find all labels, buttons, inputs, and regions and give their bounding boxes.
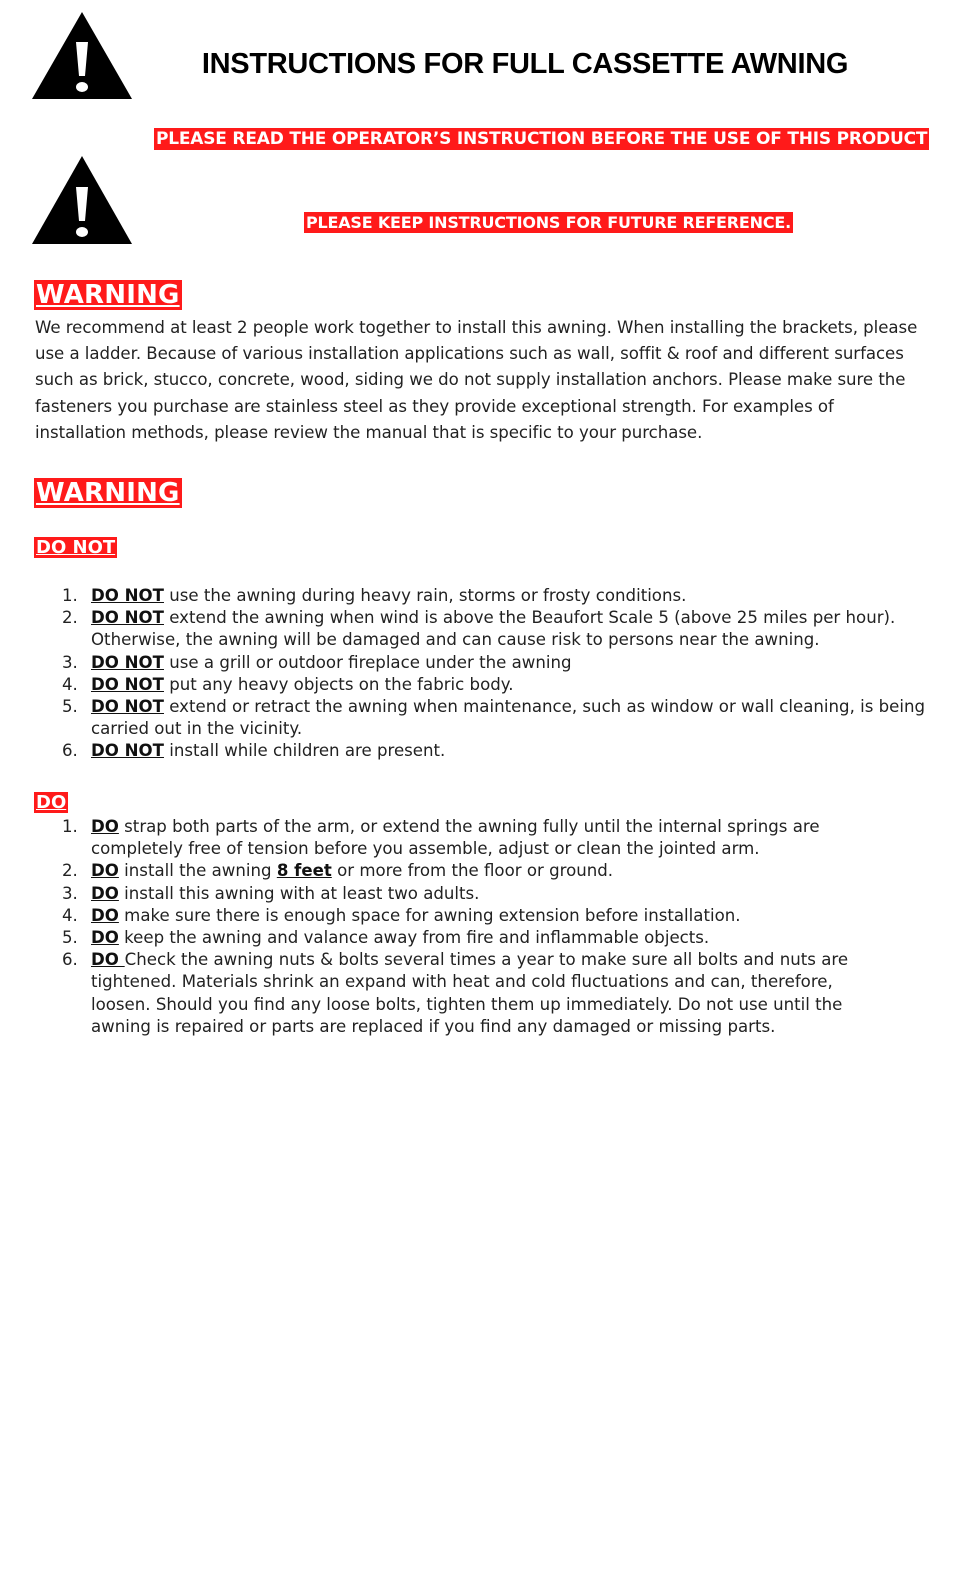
item-text-after: or more from the floor or ground. <box>331 861 614 881</box>
list-item <box>35 905 870 927</box>
item-keyword: DO <box>91 905 119 925</box>
list-item <box>35 883 870 905</box>
item-keyword: DO <box>91 950 125 970</box>
item-keyword: DO <box>91 861 119 881</box>
item-text: use a grill or outdoor fireplace under the awning <box>163 652 572 672</box>
item-keyword: DO <box>91 928 119 948</box>
item-text: install the awning <box>118 861 277 881</box>
item-number: 3. <box>62 883 78 903</box>
item-keyword: DO NOT <box>91 586 164 605</box>
read-instructions-banner: PLEASE READ THE OPERATOR’S INSTRUCTION BEFORE THE USE OF THIS PRODUCT <box>156 129 928 149</box>
item-text: strap both parts of the arm, or extend the awning fully until the internal springs are completely free of tension before you assemble, adjust or clean the jointed arm. <box>91 817 820 859</box>
list-item <box>35 927 870 949</box>
warning-heading-1: WARNING <box>36 280 180 310</box>
item-keyword: DO <box>91 817 119 836</box>
item-number: 1. <box>62 586 78 605</box>
warning-triangle-icon <box>32 156 132 244</box>
item-number: 5. <box>62 928 78 948</box>
item-text: install this awning with at least two adults. <box>118 883 480 903</box>
do-list <box>35 816 870 1038</box>
list-item <box>35 949 870 1038</box>
list-item <box>35 607 930 651</box>
item-keyword: DO NOT <box>91 652 164 672</box>
item-number: 2. <box>62 608 78 628</box>
item-text: Check the awning nuts & bolts several times a year to make sure all bolts and nuts are tightened. Materials shrink an expand with heat and cold fluctuations and can, therefore, loosen. Should you find any loose bolts, tighten them up immediately. Do not use until the awning is repaired or parts are replaced if you find any damaged or missing parts. <box>91 950 849 1036</box>
item-number: 1. <box>62 817 78 836</box>
do-heading: DO <box>36 792 67 813</box>
item-number: 4. <box>62 905 78 925</box>
item-text: use the awning during heavy rain, storms or frosty conditions. <box>163 586 687 605</box>
list-item <box>35 696 930 740</box>
item-keyword: DO NOT <box>91 608 164 628</box>
do-not-list <box>35 585 930 763</box>
item-keyword: DO <box>91 883 119 903</box>
item-text: extend the awning when wind is above the Beaufort Scale 5 (above 25 miles per hour). Otherwise, the awning will be damaged and can cause risk to persons near the awning. <box>91 608 896 650</box>
item-keyword: DO NOT <box>91 697 164 717</box>
item-number: 6. <box>62 741 78 761</box>
item-number: 2. <box>62 861 78 881</box>
item-number: 6. <box>62 950 78 970</box>
page-title: INSTRUCTIONS FOR FULL CASSETTE AWNING <box>201 48 849 80</box>
list-item <box>35 740 930 762</box>
list-item <box>35 652 930 674</box>
item-keyword: DO NOT <box>91 741 164 761</box>
distance-emphasis: 8 feet <box>276 861 332 881</box>
item-text: install while children are present. <box>163 741 446 761</box>
item-number: 4. <box>62 674 78 694</box>
list-item <box>35 816 870 860</box>
list-item <box>35 860 870 882</box>
item-text: put any heavy objects on the fabric body. <box>163 674 514 694</box>
warning-paragraph: We recommend at least 2 people work together to install this awning. When installing the brackets, please use a ladder. Because of various installation applications such as wall, soffit & roof and different surfaces such as brick, stucco, concrete, wood, siding we do not supply installation anchors. Please make sure the fasteners you purchase are stainless steel as they provide exceptional strength. For examples of installation methods, please review the manual that is specific to your purchase. <box>35 318 918 442</box>
list-item <box>35 674 930 696</box>
warning-triangle-icon <box>32 12 132 99</box>
keep-instructions-banner: PLEASE KEEP INSTRUCTIONS FOR FUTURE REFERENCE. <box>306 213 791 232</box>
item-number: 5. <box>62 697 78 717</box>
item-keyword: DO NOT <box>91 674 164 694</box>
item-number: 3. <box>62 652 78 672</box>
do-not-heading: DO NOT <box>36 537 116 558</box>
item-text: make sure there is enough space for awning extension before installation. <box>118 905 741 925</box>
item-text: extend or retract the awning when maintenance, such as window or wall cleaning, is being carried out in the vicinity. <box>91 697 926 739</box>
list-item <box>35 585 930 607</box>
item-text: keep the awning and valance away from fire and inflammable objects. <box>118 928 710 948</box>
warning-heading-2: WARNING <box>36 478 180 508</box>
